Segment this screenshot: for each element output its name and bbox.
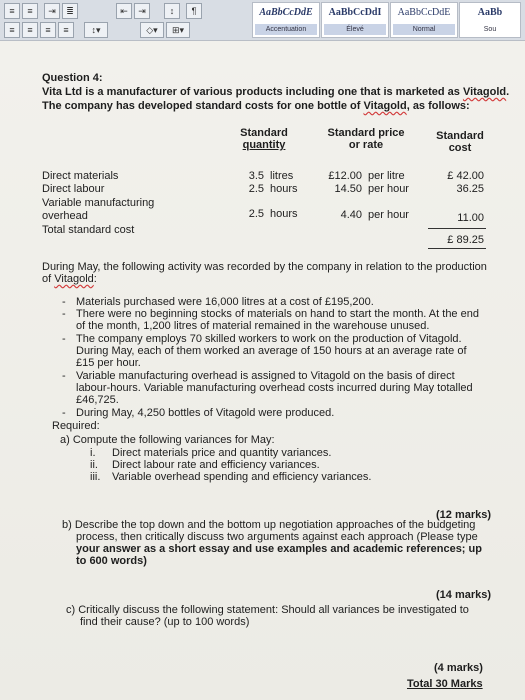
part-a-item-text: Direct labour rate and efficiency variances. xyxy=(112,459,320,471)
row-label-overhead-2: overhead xyxy=(42,210,88,222)
word-ribbon xyxy=(0,0,525,41)
shading-button[interactable]: ◇▾ xyxy=(140,22,164,38)
style-eleve[interactable] xyxy=(321,2,389,38)
row-rate-unit-overhead: per hour xyxy=(368,209,409,221)
row-rate-materials: £12.00 xyxy=(328,170,362,182)
row-qty-overhead: 2.5 xyxy=(248,208,264,220)
intro-line-1: Vita Ltd is a manufacturer of various products including one that is marketed as Vitagold. xyxy=(42,86,510,98)
part-c-marks: (4 marks) xyxy=(434,662,483,674)
row-cost-overhead: 11.00 xyxy=(457,212,484,224)
numbering-button[interactable]: ≡ xyxy=(22,3,38,19)
question-heading: Question 4: xyxy=(42,72,103,84)
bullet-4: Variable manufacturing overhead is assigned to Vitagold on the basis of direct labour-hours. Variable manufacturing overhead costs incurred during May totalled £46,725. xyxy=(76,370,473,406)
row-label-labour: Direct labour xyxy=(42,183,105,195)
show-marks-button[interactable]: ¶ xyxy=(186,3,202,19)
line-spacing-button[interactable]: ↕▾ xyxy=(84,22,108,38)
align-left-button[interactable]: ≡ xyxy=(4,22,20,38)
row-rate-unit-materials: per litre xyxy=(368,170,405,182)
row-qty-unit-materials: litres xyxy=(270,170,294,182)
bullet-marker: - xyxy=(62,333,66,345)
row-cost-labour: 36.25 xyxy=(456,183,484,195)
row-label-overhead: Variable manufacturing xyxy=(42,197,155,209)
part-a-item-text: Direct materials price and quantity variances. xyxy=(112,447,332,459)
total-label: Total standard cost xyxy=(42,224,135,236)
row-rate-labour: 14.50 xyxy=(334,183,362,195)
part-b-prompt: b) Describe the top down and the bottom up negotiation approaches of the budgeting process, then critically discuss two arguments against each approach (Please type your answer as a short essay and use examples and academic references; up to 600 words) xyxy=(62,519,482,567)
activity-line-1: During May, the following activity was recorded by the company in relation to the production xyxy=(42,261,487,273)
row-qty-labour: 2.5 xyxy=(248,183,264,195)
style-name: Sou xyxy=(483,26,497,33)
bullet-3: The company employs 70 skilled workers to work on the production of Vitagold. During May, each of them worked an average of 150 hours at an average rate of £15 per hour. xyxy=(76,333,467,369)
total-value: £ 89.25 xyxy=(447,234,484,246)
style-preview: AaBbCcDdE xyxy=(259,7,313,18)
part-a-item-num: ii. xyxy=(90,459,98,471)
bullet-2: There were no beginning stocks of materials on hand to start the month. At the end of the month, 1,200 litres of material remained in the warehouse unused. xyxy=(76,308,479,332)
row-cost-materials: £ 42.00 xyxy=(447,170,484,182)
bullet-1: Materials purchased were 16,000 litres at a cost of £195,200. xyxy=(76,296,374,308)
style-preview: AaBbCcDdE xyxy=(397,7,451,18)
row-rate-unit-labour: per hour xyxy=(368,183,409,195)
justify-button[interactable]: ≡ xyxy=(58,22,74,38)
total-bottom-rule xyxy=(428,248,486,249)
bullet-marker: - xyxy=(62,407,66,419)
header-standard-quantity: Standard quantity xyxy=(240,127,288,151)
style-name: Accentuation xyxy=(255,24,317,35)
indent-button[interactable]: ⇥ xyxy=(44,3,60,19)
style-normal[interactable] xyxy=(390,2,458,38)
part-a-item-num: iii. xyxy=(90,471,101,483)
required-label: Required: xyxy=(52,420,100,432)
multilevel-button[interactable]: ≣ xyxy=(62,3,78,19)
borders-button[interactable]: ⊞▾ xyxy=(166,22,190,38)
align-right-button[interactable]: ≡ xyxy=(40,22,56,38)
increase-indent-button[interactable]: ⇥ xyxy=(134,3,150,19)
row-label-materials: Direct materials xyxy=(42,170,119,182)
style-preview: AaBbCcDdI xyxy=(328,7,382,18)
style-name: Élevé xyxy=(324,24,386,35)
style-name: Normal xyxy=(393,24,455,35)
document-page[interactable] xyxy=(0,41,525,700)
part-b-marks: (14 marks) xyxy=(436,589,492,601)
bullet-marker: - xyxy=(62,370,66,382)
decrease-indent-button[interactable]: ⇤ xyxy=(116,3,132,19)
row-qty-unit-overhead: hours xyxy=(270,208,298,220)
row-qty-unit-labour: hours xyxy=(270,183,298,195)
sort-button[interactable]: ↕ xyxy=(164,3,180,19)
part-c-prompt: c) Critically discuss the following statement: Should all variances be investigated to find their cause? (up to 100 words) xyxy=(66,604,469,628)
bullets-button[interactable]: ≡ xyxy=(4,3,20,19)
header-standard-cost: Standard cost xyxy=(436,130,484,154)
part-a-marks: (12 marks) xyxy=(436,509,492,521)
part-a-item-text: Variable overhead spending and efficiency variances. xyxy=(112,471,372,483)
bullet-5: During May, 4,250 bottles of Vitagold were produced. xyxy=(76,407,335,419)
bullet-marker: - xyxy=(62,308,66,320)
style-preview: AaBb xyxy=(477,7,503,18)
activity-line-2: of Vitagold: xyxy=(42,273,97,285)
bullet-marker: - xyxy=(62,296,66,308)
style-accentuation[interactable] xyxy=(252,2,320,38)
row-qty-materials: 3.5 xyxy=(248,170,264,182)
part-a-item-num: i. xyxy=(90,447,96,459)
style-sous-titre[interactable] xyxy=(459,2,521,38)
total-top-rule xyxy=(428,228,486,229)
intro-line-2: The company has developed standard costs for one bottle of Vitagold, as follows: xyxy=(42,100,470,112)
part-a-prompt: a) Compute the following variances for May: xyxy=(60,434,275,446)
row-rate-overhead: 4.40 xyxy=(340,209,362,221)
header-standard-price: Standard price or rate xyxy=(327,127,405,151)
total-marks: Total 30 Marks xyxy=(407,678,483,690)
align-center-button[interactable]: ≡ xyxy=(22,22,38,38)
